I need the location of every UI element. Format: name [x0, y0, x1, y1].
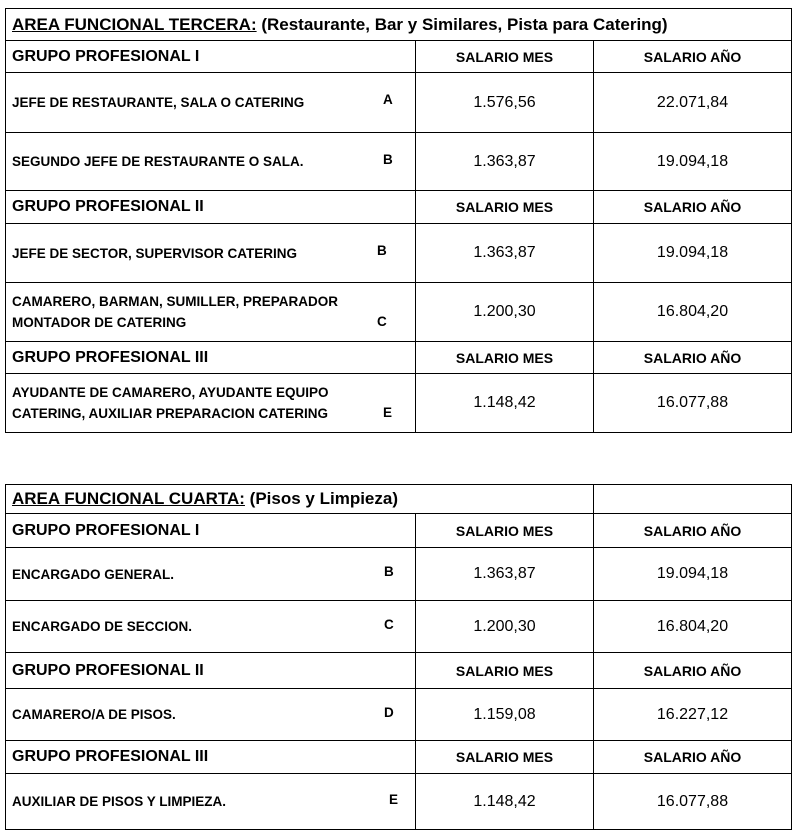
- area-subtitle: (Pisos y Limpieza): [244, 489, 398, 508]
- group-header-row: [6, 41, 792, 73]
- group-header-row: [6, 653, 792, 689]
- area-title: AREA FUNCIONAL TERCERA:: [12, 14, 257, 34]
- group-name: GRUPO PROFESIONAL II: [6, 653, 416, 689]
- table-row: [6, 283, 792, 342]
- salary-year: 19.094,18: [594, 548, 792, 601]
- salary-table-area-cuarta: [5, 484, 792, 830]
- group-name: GRUPO PROFESIONAL III: [6, 741, 416, 774]
- table-row: [6, 774, 792, 830]
- salary-month: 1.363,87: [416, 224, 594, 283]
- salary-month: 1.363,87: [416, 133, 594, 191]
- group-header-row: [6, 741, 792, 774]
- job-cell: [6, 548, 416, 601]
- group-name: GRUPO PROFESIONAL II: [6, 191, 416, 224]
- column-header-salario-ano: SALARIO AÑO: [594, 41, 792, 73]
- job-level: B: [377, 243, 387, 258]
- job-title: ENCARGADO DE SECCION.: [12, 619, 193, 634]
- group-name: GRUPO PROFESIONAL I: [6, 514, 416, 548]
- salary-month: 1.200,30: [416, 283, 594, 342]
- salary-year: 16.227,12: [594, 689, 792, 741]
- job-cell: [6, 133, 416, 191]
- column-header-salario-ano: SALARIO AÑO: [594, 741, 792, 774]
- job-cell: [6, 224, 416, 283]
- job-cell: [6, 601, 416, 653]
- job-cell: [6, 689, 416, 741]
- group-header-row: [6, 514, 792, 548]
- salary-year: 19.094,18: [594, 133, 792, 191]
- table-row: [6, 689, 792, 741]
- job-level: D: [384, 705, 394, 720]
- group-name: GRUPO PROFESIONAL I: [6, 41, 416, 73]
- job-title: SEGUNDO JEFE DE RESTAURANTE O SALA.: [12, 154, 304, 169]
- table-row: [6, 224, 792, 283]
- salary-year: 16.804,20: [594, 601, 792, 653]
- job-title: JEFE DE RESTAURANTE, SALA O CATERING: [12, 95, 305, 110]
- table-title-row: [6, 485, 792, 514]
- column-header-salario-mes: SALARIO MES: [416, 741, 594, 774]
- job-level: E: [383, 405, 393, 420]
- salary-year: 16.077,88: [594, 774, 792, 830]
- column-header-salario-ano: SALARIO AÑO: [594, 342, 792, 374]
- salary-month: 1.148,42: [416, 774, 594, 830]
- salary-month: 1.148,42: [416, 374, 594, 433]
- job-cell: [6, 283, 416, 342]
- job-title-line-1: AYUDANTE DE CAMARERO, AYUDANTE EQUIPO: [12, 385, 329, 400]
- group-name: GRUPO PROFESIONAL III: [6, 342, 416, 374]
- table-row: [6, 73, 792, 133]
- job-cell: [6, 774, 416, 830]
- salary-table-area-tercera: [5, 8, 792, 433]
- job-level: B: [383, 152, 393, 167]
- column-header-salario-mes: SALARIO MES: [416, 653, 594, 689]
- table-title-row: [6, 9, 792, 41]
- job-level: B: [384, 564, 394, 579]
- job-title: AUXILIAR DE PISOS Y LIMPIEZA.: [12, 794, 227, 809]
- area-subtitle: (Restaurante, Bar y Similares, Pista para Catering): [256, 14, 668, 34]
- job-title: ENCARGADO GENERAL.: [12, 566, 175, 582]
- job-level: C: [384, 617, 394, 632]
- group-header-row: [6, 342, 792, 374]
- group-header-row: [6, 191, 792, 224]
- job-title-line-1: CAMARERO, BARMAN, SUMILLER, PREPARADOR: [12, 294, 338, 309]
- area-title: AREA FUNCIONAL CUARTA:: [12, 489, 245, 508]
- job-level: A: [383, 92, 393, 107]
- salary-year: 16.804,20: [594, 283, 792, 342]
- salary-month: 1.200,30: [416, 601, 594, 653]
- table-row: [6, 133, 792, 191]
- column-header-salario-ano: SALARIO AÑO: [594, 191, 792, 224]
- column-header-salario-mes: SALARIO MES: [416, 342, 594, 374]
- salary-year: 19.094,18: [594, 224, 792, 283]
- column-header-salario-mes: SALARIO MES: [416, 41, 594, 73]
- job-cell: [6, 374, 416, 433]
- job-cell: [6, 73, 416, 133]
- job-title-line-2: CATERING, AUXILIAR PREPARACION CATERING: [12, 406, 329, 421]
- job-title: JEFE DE SECTOR, SUPERVISOR CATERING: [12, 245, 298, 261]
- column-header-salario-mes: SALARIO MES: [416, 191, 594, 224]
- salary-month: 1.576,56: [416, 73, 594, 133]
- salary-year: 16.077,88: [594, 374, 792, 433]
- job-title-line-2: MONTADOR DE CATERING: [12, 315, 187, 330]
- table-title: [6, 485, 594, 514]
- job-level: C: [377, 314, 387, 329]
- column-header-salario-ano: SALARIO AÑO: [594, 653, 792, 689]
- salary-month: 1.363,87: [416, 548, 594, 601]
- salary-month: 1.159,08: [416, 689, 594, 741]
- column-header-salario-ano: SALARIO AÑO: [594, 514, 792, 548]
- table-row: [6, 548, 792, 601]
- empty-cell: [594, 485, 792, 514]
- table-row: [6, 374, 792, 433]
- table-title: [6, 9, 792, 41]
- job-level: E: [389, 792, 399, 807]
- salary-year: 22.071,84: [594, 73, 792, 133]
- column-header-salario-mes: SALARIO MES: [416, 514, 594, 548]
- job-title: CAMARERO/A DE PISOS.: [12, 707, 176, 722]
- table-row: [6, 601, 792, 653]
